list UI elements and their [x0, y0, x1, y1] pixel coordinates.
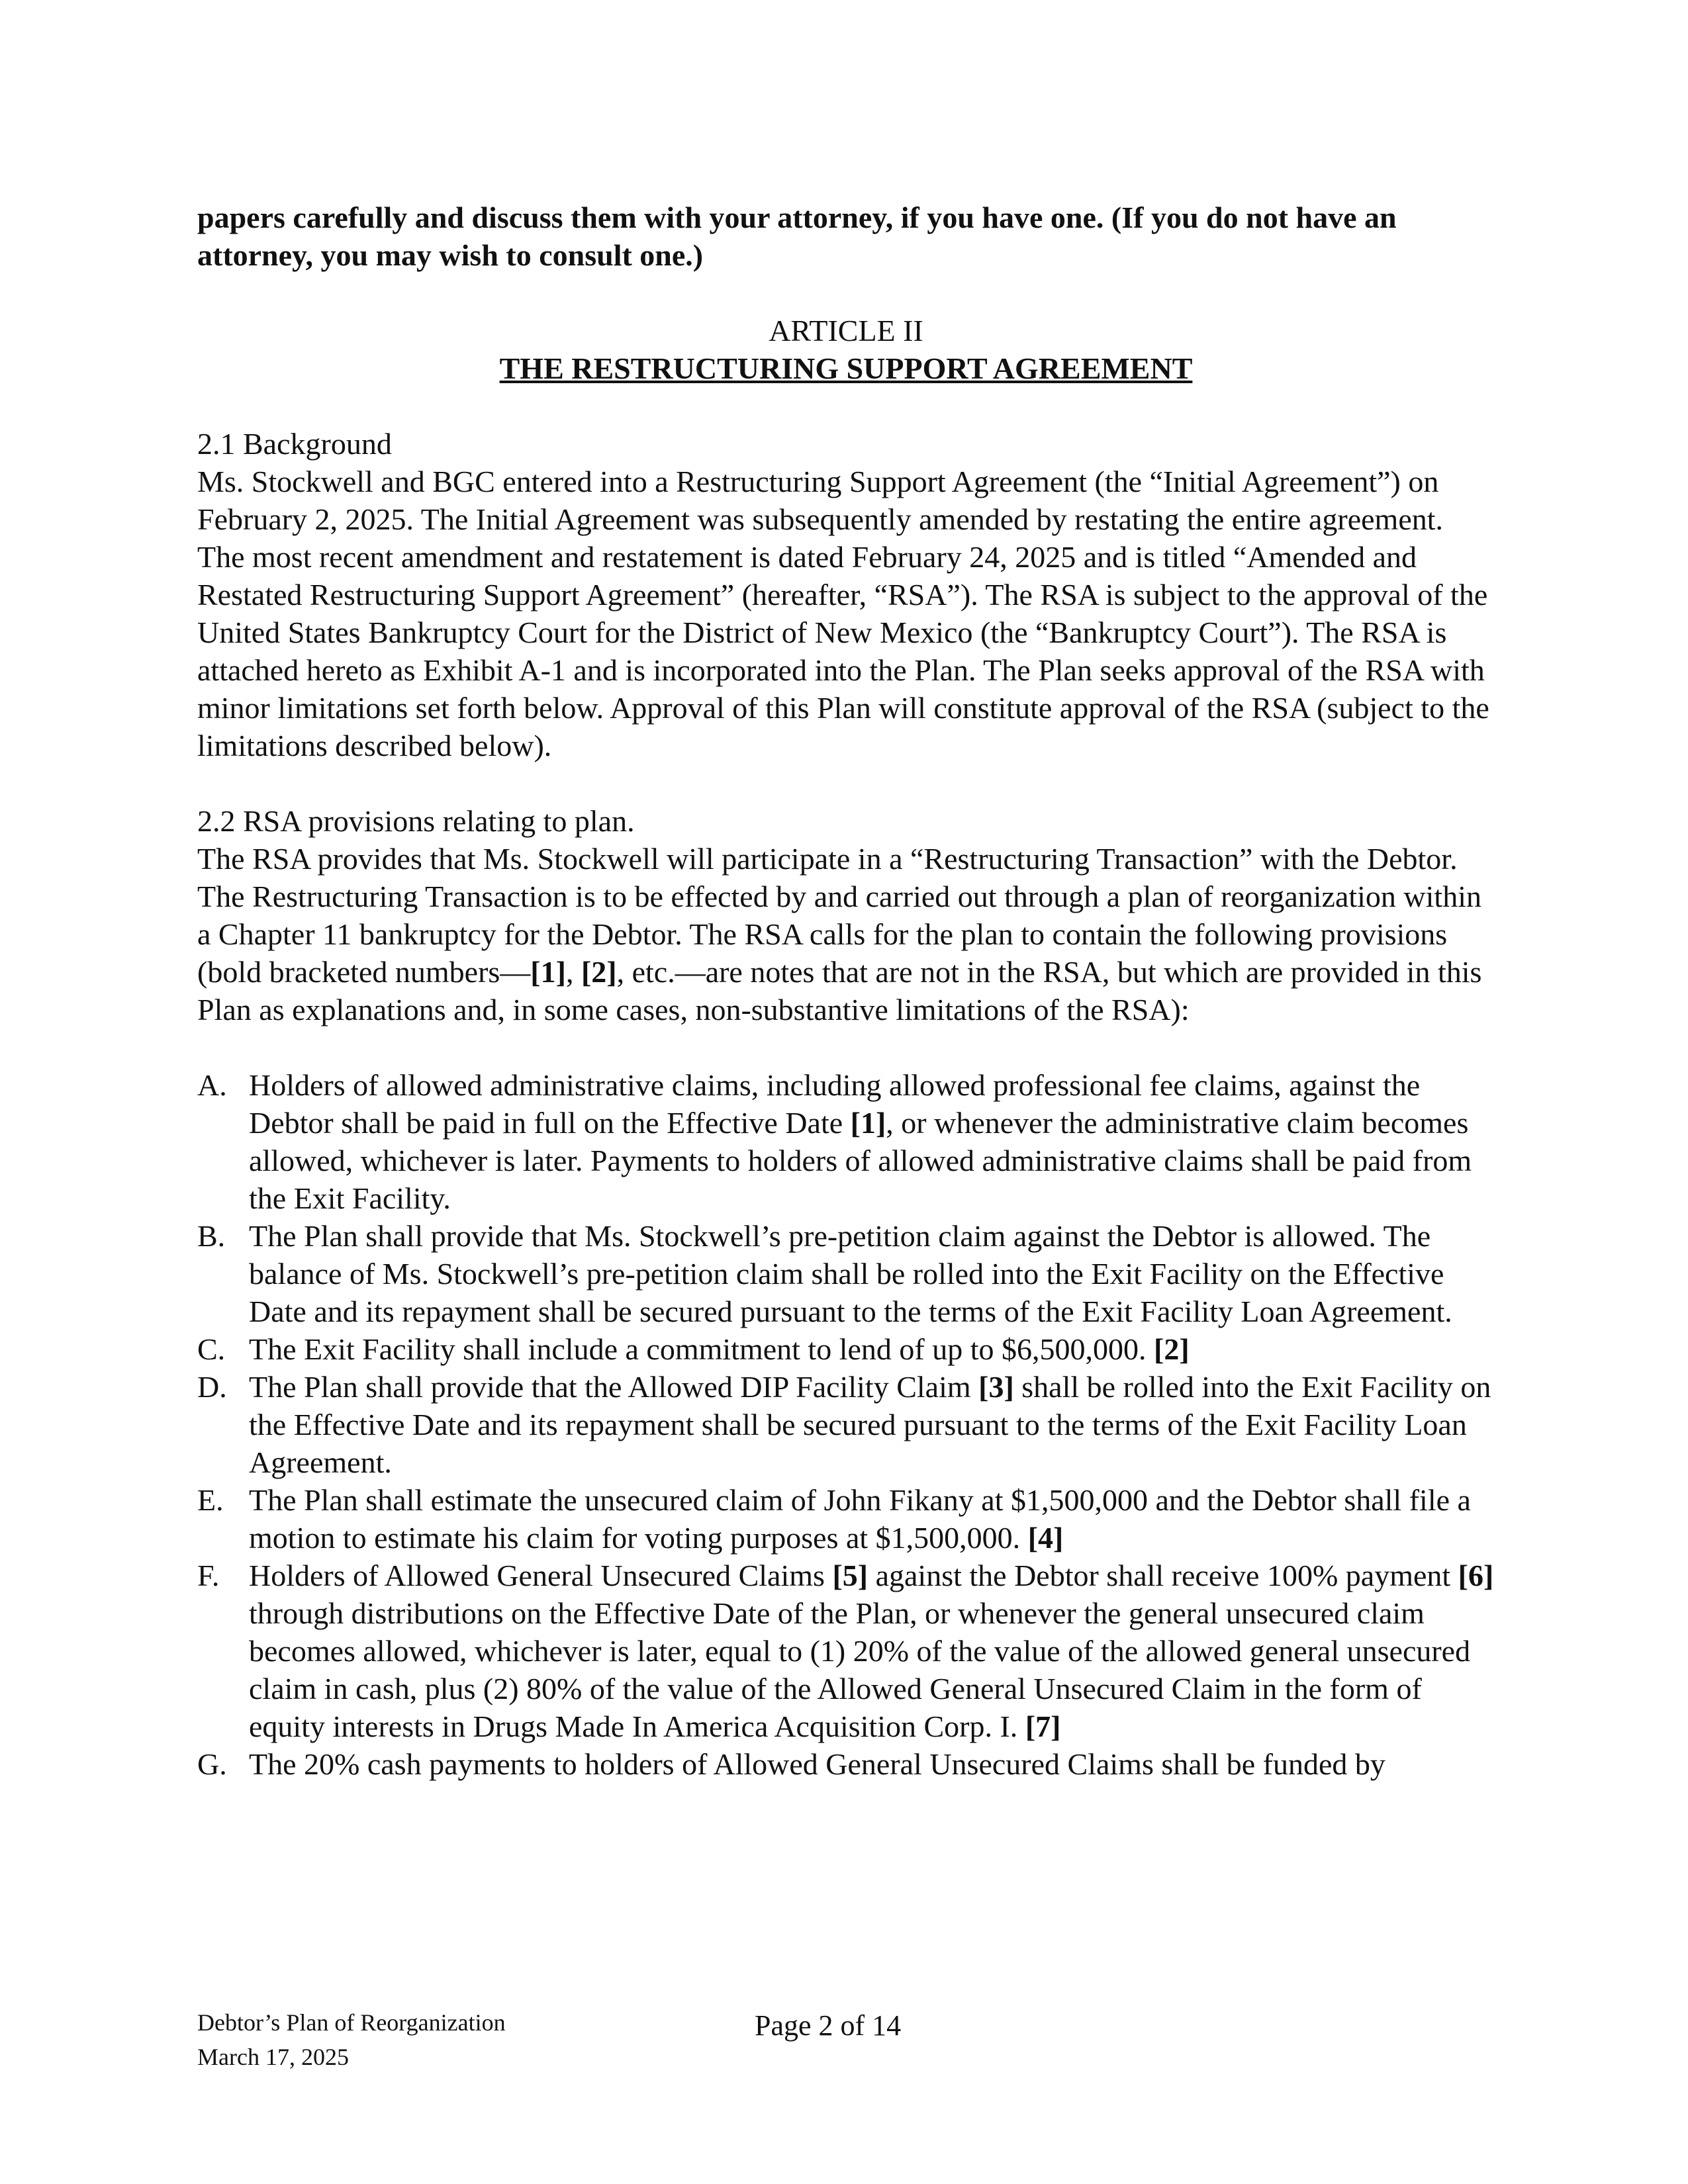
note-ref: [3]: [978, 1370, 1014, 1404]
section-2-2-body: The RSA provides that Ms. Stockwell will participate in a “Restructuring Transaction” with the Debtor. The Restructuring Transaction is to be effected by and carried out through a plan of reorganization within a Chapter 11 bankruptcy for the Debtor. The RSA calls for the plan to contain the following provisions (bold bracketed numbers—[1], [2], etc.—are notes that are not in the RSA, but which are provided in this Plan as explanations and, in some cases, non-substantive limitations of the RSA):: [197, 842, 1482, 1026]
page-number: Page 2 of 14: [755, 2009, 902, 2042]
section-2-1-heading: 2.1 Background: [197, 427, 392, 461]
list-item-g: G. The 20% cash payments to holders of Allowed General Unsecured Claims shall be funded by: [197, 1745, 1495, 1783]
article-title: THE RESTRUCTURING SUPPORT AGREEMENT: [499, 351, 1193, 385]
note-ref: [5]: [832, 1559, 868, 1592]
note-ref: [2]: [581, 955, 617, 989]
list-item-b: B. The Plan shall provide that Ms. Stockwell’s pre-petition claim against the Debtor is allowed. The balance of Ms. Stockwell’s pre-petition claim shall be rolled into the Exit Facility on the Effective Date and its repayment shall be secured pursuant to the terms of the Exit Facility Loan Agreement.: [197, 1217, 1495, 1330]
page-body: [197, 199, 1495, 1783]
list-letter: G.: [197, 1747, 227, 1781]
list-item-c: C. The Exit Facility shall include a commitment to lend of up to $6,500,000. [2]: [197, 1330, 1495, 1368]
note-ref: [6]: [1458, 1559, 1494, 1592]
footer-document-info: [197, 2005, 506, 2074]
note-ref: [2]: [1154, 1332, 1190, 1366]
rsa-provisions-list: [197, 1066, 1495, 1783]
list-letter: F.: [197, 1559, 220, 1592]
list-item-a: A. Holders of allowed administrative claims, including allowed professional fee claims, against the Debtor shall be paid in full on the Effective Date [1], or whenever the administrative claim becomes allowed, whichever is later. Payments to holders of allowed administrative claims shall be paid from the Exit Facility.: [197, 1066, 1495, 1217]
list-item-d: D. The Plan shall provide that the Allowed DIP Facility Claim [3] shall be rolled into the Exit Facility on the Effective Date and its repayment shall be secured pursuant to the terms of the Exit Facility Loan Agreement.: [197, 1368, 1495, 1481]
footer-doc-title: Debtor’s Plan of Reorganization: [197, 2009, 506, 2036]
list-letter: A.: [197, 1068, 227, 1102]
list-item-f: F. Holders of Allowed General Unsecured Claims [5] against the Debtor shall receive 100% payment [6] through distributions on the Effective Date of the Plan, or whenever the general unsecured claim becomes allowed, whichever is later, equal to (1) 20% of the value of the allowed general unsecured claim in cash, plus (2) 80% of the value of the Allowed General Unsecured Claim in the form of equity interests in Drugs Made In America Acquisition Corp. I. [7]: [197, 1557, 1495, 1745]
list-letter: E.: [197, 1483, 224, 1517]
note-ref: [7]: [1025, 1709, 1061, 1743]
section-2-2-heading: 2.2 RSA provisions relating to plan.: [197, 804, 635, 838]
list-letter: C.: [197, 1332, 226, 1366]
intro-paragraph: papers carefully and discuss them with your attorney, if you have one. (If you do not have an attorney, you may wish to consult one.): [197, 201, 1397, 272]
list-item-e: E. The Plan shall estimate the unsecured claim of John Fikany at $1,500,000 and the Debtor shall file a motion to estimate his claim for voting purposes at $1,500,000. [4]: [197, 1481, 1495, 1557]
list-letter: B.: [197, 1219, 226, 1253]
footer-date: March 17, 2025: [197, 2044, 349, 2070]
note-ref: [4]: [1027, 1521, 1064, 1555]
note-ref: [1]: [850, 1106, 886, 1140]
list-letter: D.: [197, 1370, 227, 1404]
note-ref: [1]: [530, 955, 566, 989]
section-2-1-body: Ms. Stockwell and BGC entered into a Restructuring Support Agreement (the “Initial Agreement”) on February 2, 2025. The Initial Agreement was subsequently amended by restating the entire agreement. The most recent amendment and restatement is dated February 24, 2025 and is titled “Amended and Restated Restructuring Support Agreement” (hereafter, “RSA”). The RSA is subject to the approval of the United States Bankruptcy Court for the District of New Mexico (the “Bankruptcy Court”). The RSA is attached hereto as Exhibit A-1 and is incorporated into the Plan. The Plan seeks approval of the RSA with minor limitations set forth below. Approval of this Plan will constitute approval of the RSA (subject to the limitations described below).: [197, 465, 1489, 762]
article-number: ARTICLE II: [769, 314, 923, 347]
article-heading: [197, 312, 1495, 387]
